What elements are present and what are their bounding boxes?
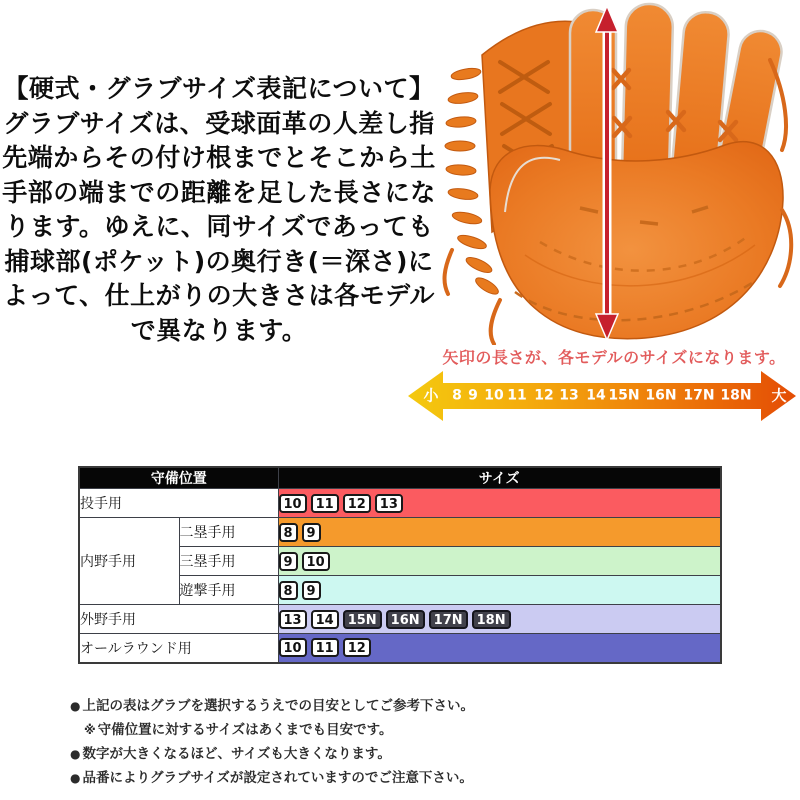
size-cell (278, 518, 721, 547)
size-badge: 9 (279, 552, 298, 571)
size-cell (278, 547, 721, 576)
axis-tick-label: 18N (720, 387, 752, 404)
glove-image (430, 0, 800, 345)
note-item (70, 718, 474, 742)
size-badge: 18N (472, 610, 511, 629)
table-row (79, 634, 721, 663)
position-group-cell: 内野手用 (79, 518, 179, 605)
note-item (70, 766, 474, 790)
axis-tick-label: 9 (468, 387, 478, 404)
size-badge: 12 (343, 638, 371, 657)
size-badge: 9 (302, 523, 321, 542)
size-badge: 10 (279, 638, 307, 657)
size-badge: 13 (375, 494, 403, 513)
header-size: サイズ (278, 467, 721, 489)
arrow-caption: 矢印の長さが、各モデルのサイズになります。 (442, 348, 786, 367)
axis-tick-label: 13 (559, 387, 579, 404)
size-badge: 16N (386, 610, 425, 629)
table-row (79, 605, 721, 634)
note-item (70, 694, 474, 718)
position-cell: 外野手用 (79, 605, 278, 634)
size-badge: 14 (311, 610, 339, 629)
size-badge: 8 (279, 523, 298, 542)
size-cell (278, 576, 721, 605)
glove-graphic (430, 0, 800, 345)
intro-line: で異なります。 (130, 315, 308, 345)
intro-line: 先端からその付け根までとそこから土 (2, 143, 436, 172)
header-position: 守備位置 (79, 467, 278, 489)
size-axis (405, 368, 799, 424)
size-cell (278, 634, 721, 663)
size-badge: 9 (302, 581, 321, 600)
intro-line: よって、仕上がりの大きさは各モデル (3, 281, 435, 310)
note-marker-icon: ● (70, 771, 81, 785)
axis-endcap-label: 小 (423, 386, 439, 405)
note-text: 数字が大きくなるほど、サイズも大きくなります。 (82, 746, 391, 762)
intro-line: 捕球部(ポケット)の奥行き(＝深さ)に (4, 246, 434, 276)
axis-tick-label: 12 (534, 387, 554, 404)
size-badge: 13 (279, 610, 307, 629)
note-text: 守備位置に対するサイズはあくまでも目安です。 (97, 722, 393, 738)
glove-palm (490, 142, 783, 339)
size-badge: 11 (311, 638, 339, 657)
notes (70, 694, 474, 790)
position-cell: 二塁手用 (179, 518, 278, 547)
intro-line: ります。ゆえに、同サイズであっても (4, 212, 434, 241)
intro-text (0, 72, 438, 348)
intro-line: グラブサイズは、受球面革の人差し指 (3, 108, 435, 138)
table-row (79, 518, 721, 547)
size-badge: 17N (429, 610, 468, 629)
axis-tick-label: 8 (452, 387, 462, 404)
note-text: 上記の表はグラブを選択するうえでの目安としてご参考下さい。 (82, 698, 474, 714)
axis-endcap-label: 大 (771, 386, 787, 405)
note-marker-icon: ● (70, 747, 81, 761)
table-row (79, 489, 721, 518)
size-table (78, 466, 722, 664)
size-badge: 15N (343, 610, 382, 629)
size-badge: 8 (279, 581, 298, 600)
size-badge: 10 (302, 552, 330, 571)
note-marker-icon: ※ (84, 723, 96, 737)
intro-title: 【硬式・グラブサイズ表記について】 (3, 74, 435, 103)
axis-tick-label: 10 (484, 387, 504, 404)
intro-line: 手部の端までの距離を足した長さにな (2, 177, 436, 207)
size-badge: 11 (311, 494, 339, 513)
size-cell (278, 489, 721, 518)
axis-tick-label: 16N (645, 387, 677, 404)
position-cell: 遊撃手用 (179, 576, 278, 605)
position-cell: 三塁手用 (179, 547, 278, 576)
note-item (70, 742, 474, 766)
size-badge: 10 (279, 494, 307, 513)
note-text: 品番によりグラブサイズが設定されていますのでご注意下さい。 (82, 770, 473, 786)
position-cell: 投手用 (79, 489, 278, 518)
size-badge: 12 (343, 494, 371, 513)
axis-tick-label: 17N (683, 387, 715, 404)
note-marker-icon: ● (70, 699, 81, 713)
axis-tick-label: 14 (586, 387, 606, 404)
axis-tick-label: 11 (507, 387, 527, 404)
table-header-row (79, 467, 721, 489)
size-cell (278, 605, 721, 634)
position-cell: オールラウンド用 (79, 634, 278, 663)
axis-tick-label: 15N (608, 387, 640, 404)
